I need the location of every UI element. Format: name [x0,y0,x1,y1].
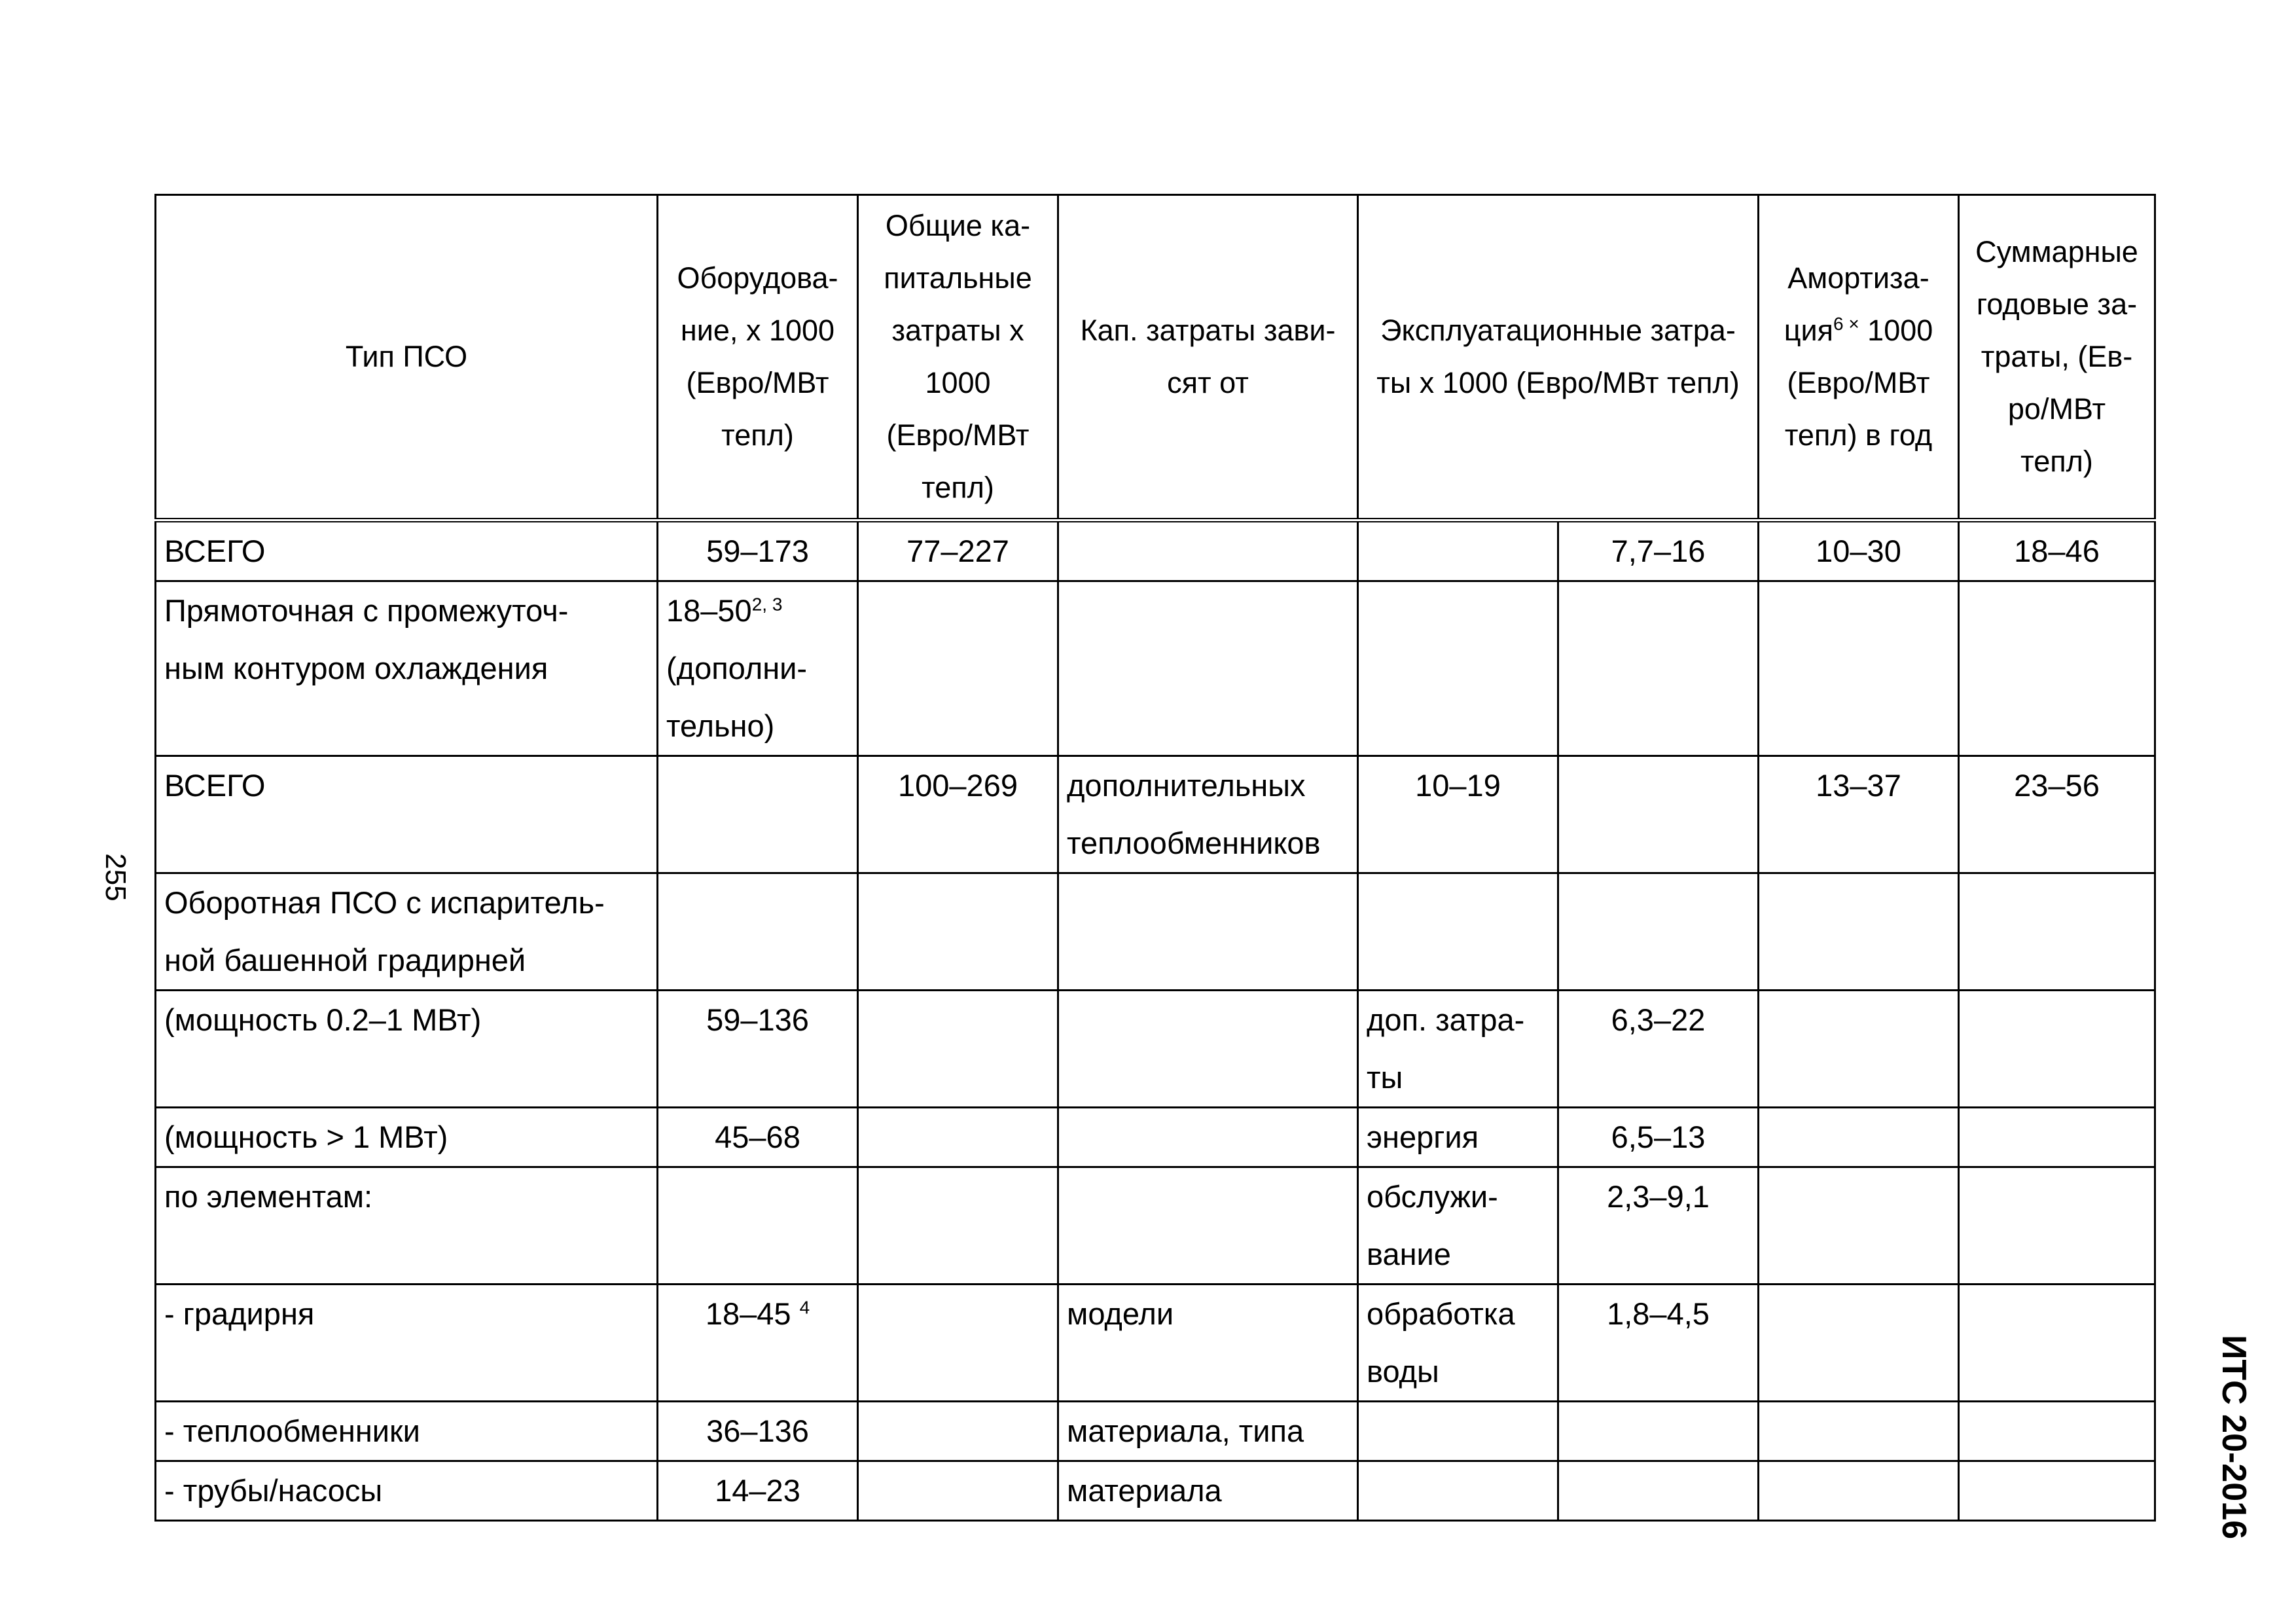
table-row [156,1402,2155,1461]
cell-operating-label [1358,1402,1558,1461]
cell-operating-label: обслужи- вание [1358,1167,1558,1285]
cell-amortization [1759,581,1959,756]
cost-table [154,194,2156,1522]
cell-type: Прямоточная с промежуточ- ным контуром охлаждения [156,581,658,756]
cell-capex: 100–269 [858,756,1058,873]
cell-amortization [1759,1285,1959,1402]
cell-type: - теплообменники [156,1402,658,1461]
table-row [156,581,2155,756]
cell-capex [858,1167,1058,1285]
doc-code: ИТС 20-2016 [2215,1335,2253,1539]
cell-total [1959,873,2155,991]
cell-depends: модели [1058,1285,1358,1402]
cell-amortization: 13–37 [1759,756,1959,873]
cell-type: ВСЕГО [156,520,658,581]
cell-amortization: 10–30 [1759,520,1959,581]
page-number: 255 [99,853,132,902]
header-equipment: Оборудова- ние, х 1000 (Евро/МВт тепл) [658,195,858,520]
table-row [156,756,2155,873]
cell-amortization [1759,991,1959,1108]
cell-total [1959,991,2155,1108]
cell-depends: материала, типа [1058,1402,1358,1461]
cell-equipment: 14–23 [658,1461,858,1521]
cell-operating-label [1358,873,1558,991]
cell-operating-label: 10–19 [1358,756,1558,873]
cell-equipment: 45–68 [658,1108,858,1167]
table-row [156,1461,2155,1521]
cell-depends [1058,1108,1358,1167]
cell-total [1959,581,2155,756]
cell-depends [1058,873,1358,991]
cell-operating-value [1558,756,1759,873]
cell-equipment [658,756,858,873]
cell-capex [858,873,1058,991]
cell-equipment [658,1167,858,1285]
header-row [156,195,2155,520]
cell-operating-value: 6,5–13 [1558,1108,1759,1167]
cell-operating-label [1358,1461,1558,1521]
cell-total [1959,1167,2155,1285]
cell-equipment: 18–45 $^4$ [658,1285,858,1402]
cell-capex: 77–227 [858,520,1058,581]
cell-total [1959,1285,2155,1402]
cell-operating-value [1558,1402,1759,1461]
cell-operating-label: обработка воды [1358,1285,1558,1402]
cell-capex [858,1461,1058,1521]
cell-operating-label: энергия [1358,1108,1558,1167]
cell-amortization [1759,1108,1959,1167]
cell-depends [1058,991,1358,1108]
cell-operating-label [1358,520,1558,581]
cell-type: - градирня [156,1285,658,1402]
header-type: Тип ПСО [156,195,658,520]
cell-total [1959,1108,2155,1167]
cell-type: Оборотная ПСО с испаритель- ной башенной градирней [156,873,658,991]
table-row [156,1285,2155,1402]
cell-amortization [1759,1402,1959,1461]
cell-amortization [1759,873,1959,991]
cell-equipment: 59–173 [658,520,858,581]
cell-depends [1058,520,1358,581]
table-row [156,1167,2155,1285]
header-total: Суммарные годовые за- траты, (Ев- ро/МВт тепл) [1959,195,2155,520]
header-amortization: Амортиза- ция$^{6 \times}$ 1000 (Евро/МВт тепл) в год [1759,195,1959,520]
cell-capex [858,1108,1058,1167]
cell-operating-value [1558,1461,1759,1521]
cell-depends: дополнительных теплообменников [1058,756,1358,873]
cell-type: (мощность 0.2–1 МВт) [156,991,658,1108]
cell-operating-value: 2,3–9,1 [1558,1167,1759,1285]
table-row [156,520,2155,581]
cell-operating-value: 1,8–4,5 [1558,1285,1759,1402]
cell-equipment: 59–136 [658,991,858,1108]
cell-equipment [658,873,858,991]
cell-amortization [1759,1167,1959,1285]
cell-total: 18–46 [1959,520,2155,581]
cell-depends: материала [1058,1461,1358,1521]
table-row [156,873,2155,991]
cell-type: (мощность > 1 МВт) [156,1108,658,1167]
header-capex: Общие ка- питальные затраты х 1000 (Евро/МВт тепл) [858,195,1058,520]
cell-operating-value [1558,581,1759,756]
cell-total [1959,1461,2155,1521]
cell-type: по элементам: [156,1167,658,1285]
cell-operating-value [1558,873,1759,991]
header-depends: Кап. затраты зави- сят от [1058,195,1358,520]
cell-amortization [1759,1461,1959,1521]
cell-capex [858,1285,1058,1402]
cell-capex [858,1402,1058,1461]
cell-depends [1058,581,1358,756]
cell-operating-label [1358,581,1558,756]
cell-depends [1058,1167,1358,1285]
cell-type: ВСЕГО [156,756,658,873]
cell-total: 23–56 [1959,756,2155,873]
table-row [156,1108,2155,1167]
cell-capex [858,581,1058,756]
cell-capex [858,991,1058,1108]
table-row [156,991,2155,1108]
cell-operating-label: доп. затра- ты [1358,991,1558,1108]
cell-equipment: 18–50$^{2, 3}$ (дополни- тельно) [658,581,858,756]
cell-type: - трубы/насосы [156,1461,658,1521]
cell-operating-value: 7,7–16 [1558,520,1759,581]
cell-operating-value: 6,3–22 [1558,991,1759,1108]
header-operating: Эксплуатационные затра- ты х 1000 (Евро/МВт тепл) [1358,195,1759,520]
cell-equipment: 36–136 [658,1402,858,1461]
cell-total [1959,1402,2155,1461]
